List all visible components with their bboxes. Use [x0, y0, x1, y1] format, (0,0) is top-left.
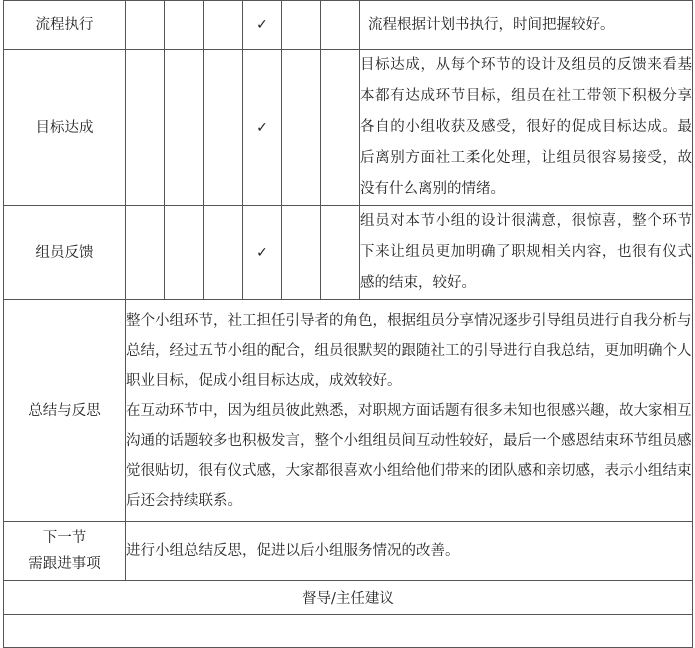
summary-paragraph: 在互动环节中，因为组员彼此熟悉，对职规方面话题有很多未知也很感兴趣，故大家相互沟通的话题较多也积极发言，整个小组组员间互动性较好，最后一个感恩结束环节组员感觉很贴切，很有仪式感，大家都很喜欢小组给他们带来的团队感和亲切感，表示小组结束后还会持续联系。 [126, 402, 692, 509]
check-mark-icon: ✓ [243, 206, 282, 300]
supervisor-heading: 督导/主任建议 [4, 581, 693, 615]
table-row-supervisor-content [4, 615, 693, 648]
table-row-process [4, 1, 693, 50]
row-label-feedback: 组员反馈 [4, 206, 126, 300]
rating-cell [126, 206, 165, 300]
table-row-feedback [4, 206, 693, 300]
check-mark-icon: ✓ [243, 1, 282, 50]
rating-cell [282, 50, 321, 206]
rating-cell [321, 206, 360, 300]
table-row-next [4, 522, 693, 581]
rating-cell [165, 1, 204, 50]
rating-cell [165, 206, 204, 300]
rating-cell [204, 206, 243, 300]
table-row-summary [4, 300, 693, 522]
row-label-next [4, 522, 126, 581]
row-label-goal: 目标达成 [4, 50, 126, 206]
rating-cell [321, 50, 360, 206]
supervisor-content [4, 615, 693, 648]
remark-process: 流程根据计划书执行，时间把握较好。 [360, 1, 693, 50]
next-content: 进行小组总结反思，促进以后小组服务情况的改善。 [126, 522, 693, 581]
rating-cell [282, 206, 321, 300]
summary-content [126, 300, 693, 522]
table-row-supervisor-header [4, 581, 693, 615]
rating-cell [321, 1, 360, 50]
rating-cell [204, 1, 243, 50]
check-mark-icon: ✓ [243, 50, 282, 206]
row-label-process: 流程执行 [4, 1, 126, 50]
evaluation-table [3, 0, 693, 648]
row-label-summary: 总结与反思 [4, 300, 126, 522]
row-label-next-line2: 需跟进事项 [28, 556, 101, 572]
remark-goal: 目标达成，从每个环节的设计及组员的反馈来看基本都有达成环节目标，组员在社工带领下积极分享各自的小组收获及感受，很好的促成目标达成。最后离别方面社工柔化处理，让组员很容易接受，故没有什么离别的情绪。 [360, 50, 693, 206]
remark-feedback: 组员对本节小组的设计很满意，很惊喜，整个环节下来让组员更加明确了职规相关内容，也很有仪式感的结束，较好。 [360, 206, 693, 300]
rating-cell [126, 1, 165, 50]
rating-cell [165, 50, 204, 206]
row-label-next-line1: 下一节 [42, 530, 87, 546]
rating-cell [204, 50, 243, 206]
summary-paragraph: 整个小组环节，社工担任引导者的角色，根据组员分享情况逐步引导组员进行自我分析与总结，经过五节小组的配合，组员很默契的跟随社工的引导进行自我总结，更加明确个人职业目标，促成小组目标达成，成效较好。 [126, 312, 692, 389]
table-row-goal [4, 50, 693, 206]
rating-cell [126, 50, 165, 206]
rating-cell [282, 1, 321, 50]
